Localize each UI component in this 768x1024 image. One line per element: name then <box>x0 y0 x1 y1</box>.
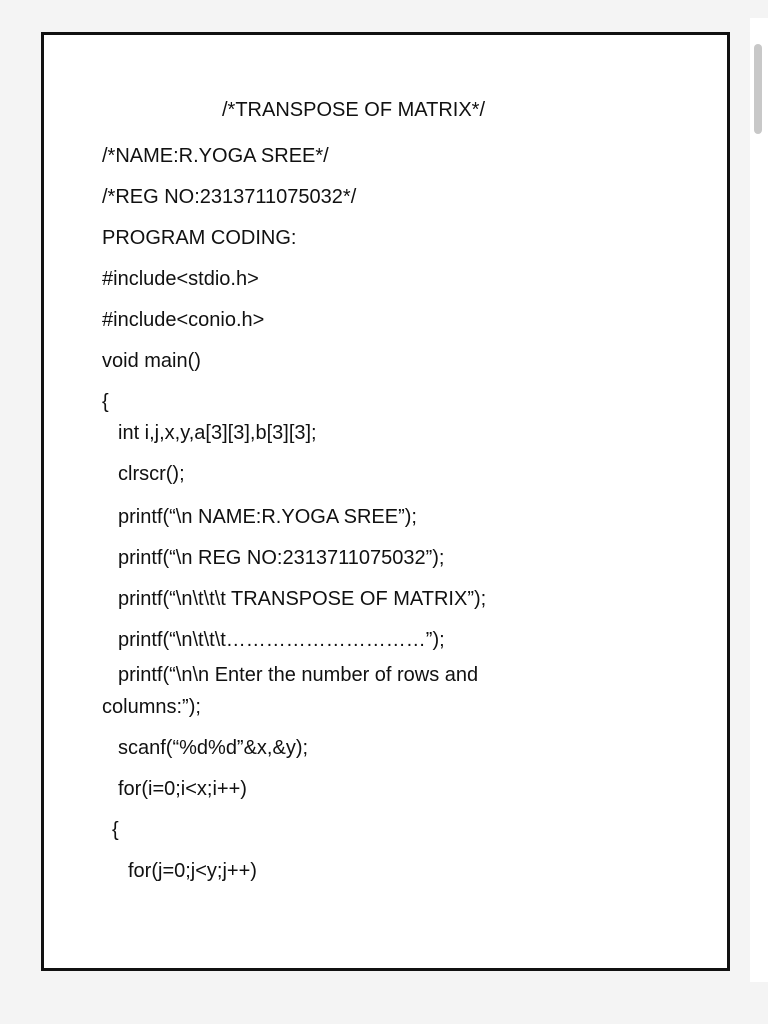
code-line: #include<stdio.h> <box>102 268 259 290</box>
code-line: /*REG NO:2313711075032*/ <box>102 186 357 208</box>
code-line: printf(“\n\t\t\t…………………………”); <box>118 629 445 651</box>
code-line: clrscr(); <box>118 463 185 485</box>
code-line: { <box>102 391 109 413</box>
code-line: PROGRAM CODING: <box>102 227 297 249</box>
code-line: printf(“\n REG NO:2313711075032”); <box>118 547 445 569</box>
code-line: for(i=0;i<x;i++) <box>118 778 247 800</box>
document-title: /*TRANSPOSE OF MATRIX*/ <box>222 99 485 121</box>
code-line: for(j=0;j<y;j++) <box>128 860 257 882</box>
vertical-scrollbar[interactable] <box>750 18 768 982</box>
code-line: int i,j,x,y,a[3][3],b[3][3]; <box>118 422 317 444</box>
code-line: /*NAME:R.YOGA SREE*/ <box>102 145 329 167</box>
document-page <box>41 32 730 971</box>
scrollbar-thumb[interactable] <box>754 44 762 134</box>
code-line: printf(“\n\t\t\t TRANSPOSE OF MATRIX”); <box>118 588 487 610</box>
code-line: scanf(“%d%d”&x,&y); <box>118 737 309 759</box>
code-line: #include<conio.h> <box>102 309 265 331</box>
code-line: { <box>112 819 119 841</box>
code-line: void main() <box>102 350 201 372</box>
code-line: printf(“\n\n Enter the number of rows and <box>118 664 479 686</box>
code-line: printf(“\n NAME:R.YOGA SREE”); <box>118 506 417 528</box>
code-line: columns:”); <box>102 696 201 718</box>
